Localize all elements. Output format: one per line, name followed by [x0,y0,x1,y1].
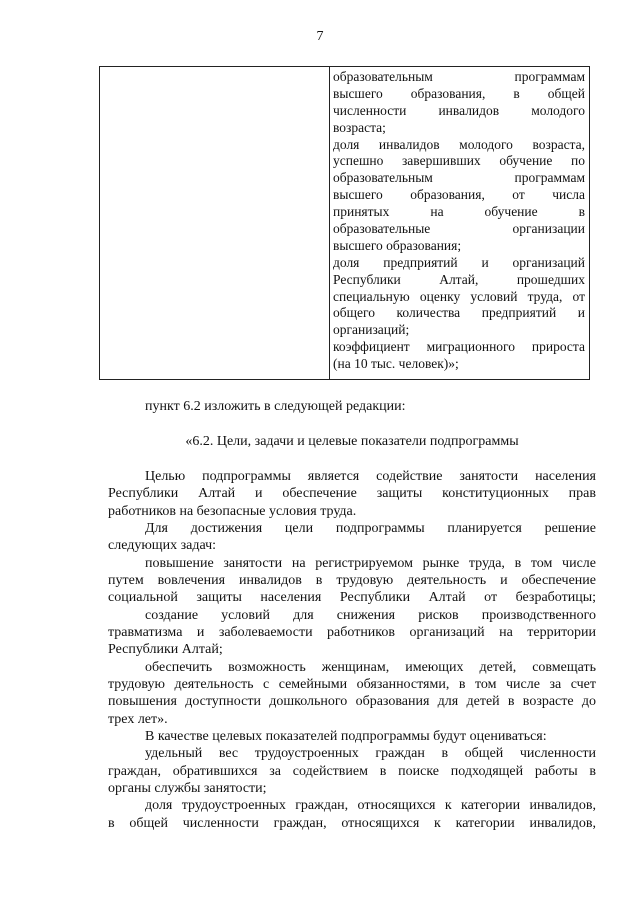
paragraph-line: работников на безопасные условия труда. [108,504,357,519]
table-cell-line: образовательные организации [333,221,585,237]
paragraph-line: травматизма и заболеваемости работников организаций на территории [108,625,596,640]
table-cell-line: численности инвалидов молодого [333,102,585,118]
table-cell-line: организаций; [333,322,410,338]
paragraph-line: повышения доступности дошкольного образования для детей в возрасте до [108,694,596,709]
paragraph-line: трудовую деятельность с семейными обязанностями, в том числе за счет [108,677,596,692]
table-cell-line: специальную оценку условий труда, от [333,288,585,304]
table-cell-line: образовательным программам [333,170,585,186]
table-cell-line: высшего образования, в общей [333,85,585,101]
table-cell-line: доля инвалидов молодого возраста, [333,136,585,152]
paragraph-line: органы службы занятости; [108,781,267,796]
table-cell-line: принятых на обучение в [333,204,585,220]
paragraph-line: В качестве целевых показателей подпрограммы будут оцениваться: [145,729,547,744]
paragraph-line: удельный вес трудоустроенных граждан в общей численности [145,746,596,761]
table-cell-line: коэффициент миграционного прироста [333,339,585,355]
paragraph-line: в общей численности граждан, относящихся к категории инвалидов, [108,816,596,831]
paragraph-line: Для достижения цели подпрограммы планируется решение [145,521,596,536]
table-cell-line: доля предприятий и организаций [333,254,585,270]
table-cell-line: общего количества предприятий и [333,305,585,321]
table-cell-line: образовательным программам [333,69,585,84]
table-cell-line: (на 10 тыс. человек)»; [333,356,459,372]
table-cell-line: Республики Алтай, прошедших [333,271,585,287]
indicators-table [99,66,590,380]
paragraph-line: социальной защиты населения Республики Алтай от безработицы; [108,590,596,605]
page-number: 7 [316,29,324,44]
table-left-cell [100,67,330,379]
section-heading: «6.2. Цели, задачи и целевые показатели подпрограммы [185,434,519,449]
paragraph-line: повышение занятости на регистрируемом рынке труда, в том числе [145,556,596,571]
paragraph-line: Республики Алтай; [108,642,223,657]
paragraph-line: обеспечить возможность женщинам, имеющих детей, совмещать [145,660,596,675]
table-right-cell [330,67,589,379]
table-cell-line: высшего образования; [333,237,462,253]
paragraph-line: путем вовлечения инвалидов в трудовую деятельность и обеспечение [108,573,596,588]
table-cell-line: возраста; [333,119,386,135]
paragraph-line: граждан, обратившихся за содействием в поиске подходящей работы в [108,764,596,779]
paragraph-line: доля трудоустроенных граждан, относящихся к категории инвалидов, [145,798,596,813]
table-cell-line: успешно завершивших обучение по [333,153,585,169]
paragraph-line: трех лет». [108,712,168,727]
amendment-instruction: пункт 6.2 изложить в следующей редакции: [145,399,406,414]
paragraph-line: Целью подпрограммы является содействие занятости населения [145,469,596,484]
paragraph-line: следующих задач: [108,538,217,553]
paragraph-line: Республики Алтай и обеспечение защиты конституционных прав [108,486,596,501]
paragraph-line: создание условий для снижения рисков производственного [145,608,596,623]
table-cell-line: высшего образования, от числа [333,187,585,203]
